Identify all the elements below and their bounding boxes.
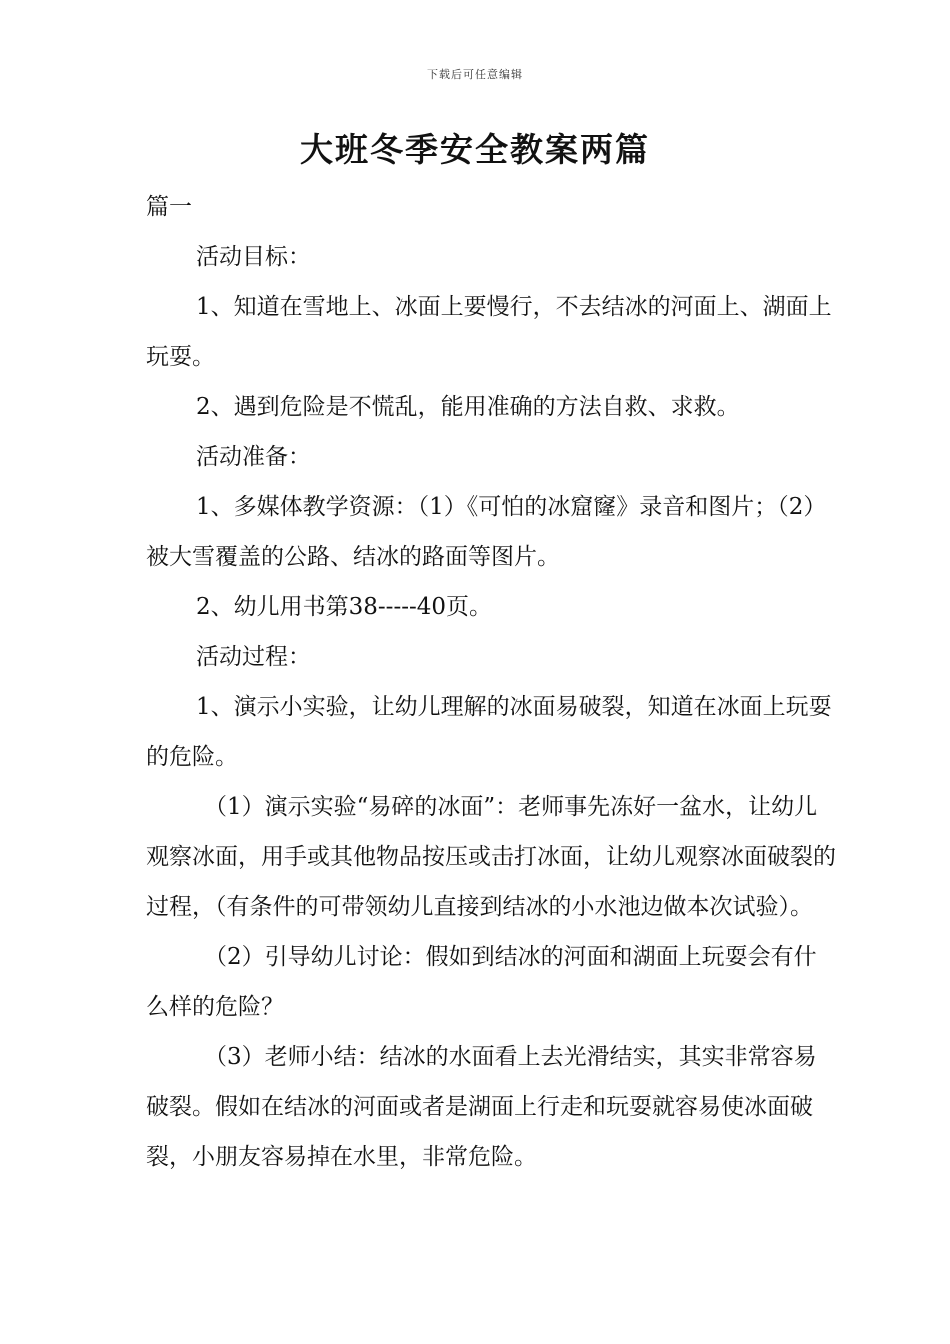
document-body (146, 182, 836, 1182)
paragraph: 活动准备： (196, 444, 311, 470)
section-heading: 篇一 (146, 194, 192, 220)
paragraph: （3）老师小结：结冰的水面看上去光滑结实，其实非常容易破裂。假如在结冰的河面或者是湖面上行走和玩耍就容易使冰面破裂，小朋友容易掉在水里，非常危险。 (146, 1044, 817, 1170)
paragraph: 1、多媒体教学资源：（1）《可怕的冰窟窿》录音和图片；（2）被大雪覆盖的公路、结冰的路面等图片。 (146, 494, 827, 570)
paragraph: 活动过程： (196, 644, 311, 670)
paragraph: 2、幼儿用书第38-----40页。 (196, 594, 493, 620)
document-title: 大班冬季安全教案两篇 (300, 130, 650, 169)
paragraph: 2、遇到危险是不慌乱，能用准确的方法自救、求救。 (196, 394, 740, 420)
header-note: 下载后可任意编辑 (427, 68, 523, 81)
paragraph: 1、演示小实验，让幼儿理解的冰面易破裂，知道在冰面上玩耍的危险。 (146, 694, 832, 770)
paragraph: （2）引导幼儿讨论：假如到结冰的河面和湖面上玩耍会有什么样的危险？ (146, 944, 817, 1020)
paragraph: （1）演示实验“易碎的冰面”：老师事先冻好一盆水，让幼儿观察冰面，用手或其他物品按压或击打冰面，让幼儿观察冰面破裂的过程，（有条件的可带领幼儿直接到结冰的小水池边做本次试验）。 (146, 794, 836, 920)
paragraph: 活动目标： (196, 244, 311, 270)
paragraph: 1、知道在雪地上、冰面上要慢行，不去结冰的河面上、湖面上玩耍。 (146, 294, 832, 370)
